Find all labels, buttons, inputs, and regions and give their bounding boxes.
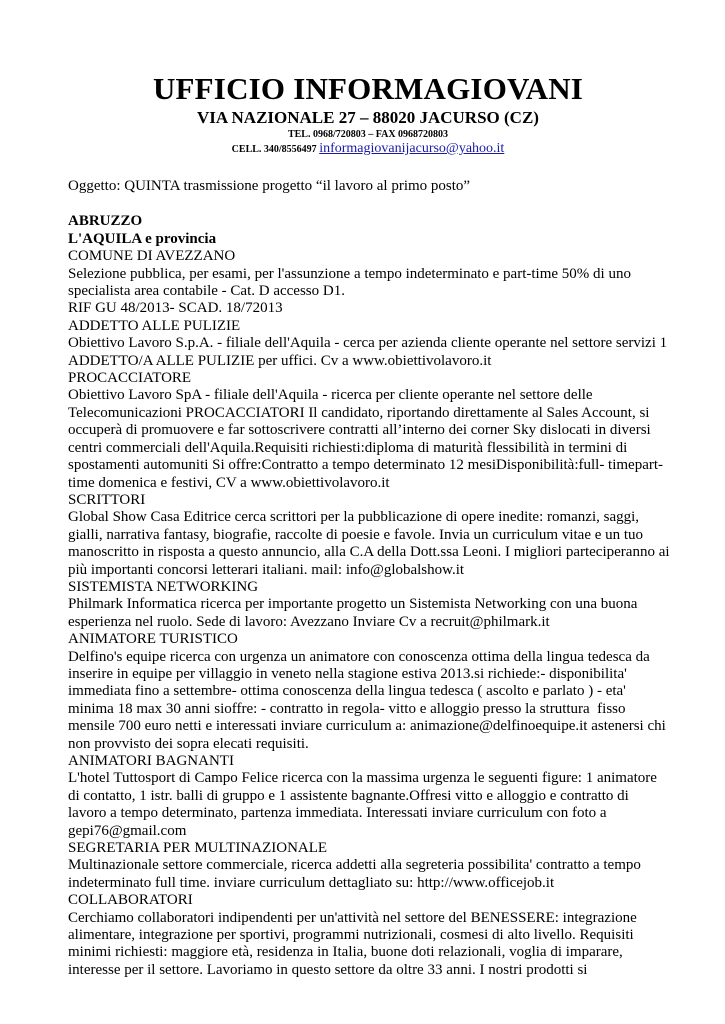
listing-text-line: gepi76@gmail.com: [68, 822, 187, 839]
listing-heading: SISTEMISTA NETWORKING: [68, 578, 259, 595]
listing-text-line: Selezione pubblica, per esami, per l'assunzione a tempo indeterminato e part-time 50% di uno: [68, 265, 631, 282]
listing-text-line: Cerchiamo collaboratori indipendenti per un'attività nel settore del BENESSERE: integrazione: [68, 909, 637, 926]
listing-heading: COLLABORATORI: [68, 892, 193, 909]
listing-text-line: alimentare, integrazione per sportivi, programmi nutrizionali, cosmesi di alto livello. Requisiti: [68, 927, 634, 944]
listing-text-line: inserire in equipe per villaggio in veneto nella stagione estiva 2013.si richiede:- disponibilita': [68, 665, 627, 682]
listing-text-line: ADDETTO/A ALLE PULIZIE per uffici. Cv a www.obiettivolavoro.it: [68, 352, 492, 369]
office-cell-email: [73, 141, 663, 157]
job-listing: [68, 753, 668, 840]
job-listing: [68, 318, 668, 370]
job-listing: [68, 492, 668, 579]
listing-text-line: mensile 700 euro netti e interessati inviare curriculum a: animazione@delfinoequipe.it astenersi chi: [68, 718, 666, 735]
listing-text-line: indeterminato full time. inviare curriculum dettagliato su: http://www.officejob.it: [68, 874, 555, 891]
office-cell: CELL. 340/8556497: [231, 144, 320, 155]
listing-text-line: più importanti concorsi letterari italiani. mail: info@globalshow.it: [68, 561, 465, 578]
region-heading: ABRUZZO: [68, 213, 143, 230]
listing-text-line: Delfino's equipe ricerca con urgenza un animatore con conoscenza ottima della lingua tedesca da: [68, 648, 650, 665]
job-listing: [68, 631, 668, 753]
listing-heading: SEGRETARIA PER MULTINAZIONALE: [68, 840, 328, 857]
subject-line: Oggetto: QUINTA trasmissione progetto “il lavoro al primo posto”: [68, 178, 471, 194]
listing-text-line: minimi richiesti: maggiore età, residenza in Italia, buone doti relazionali, voglia di imparare,: [68, 944, 623, 961]
listings-content: [68, 213, 668, 979]
email-link[interactable]: informagiovanijacurso@yahoo.it: [319, 141, 505, 156]
listing-heading: COMUNE DI AVEZZANO: [68, 248, 236, 265]
job-listing: [68, 840, 668, 892]
listing-heading: SCRITTORI: [68, 491, 146, 508]
listing-text-line: Global Show Casa Editrice cerca scrittori per la pubblicazione di opere inedite: romanzi, saggi,: [68, 509, 640, 526]
listing-heading: PROCACCIATORE: [68, 370, 192, 387]
listing-heading: ADDETTO ALLE PULIZIE: [68, 317, 241, 334]
listing-text-line: Telecomunicazioni PROCACCIATORI Il candidato, riportando direttamente al Sales Account, si: [68, 404, 650, 421]
listing-text-line: lavoro a tempo determinato, partenza immediata. Interessati inviare curriculum con foto a: [68, 805, 607, 822]
listing-text-line: esperienza nel ruolo. Sede di lavoro: Avezzano Inviare Cv a recruit@philmark.it: [68, 613, 550, 630]
listing-text-line: interesse per il settore. Lavoriamo in questo settore da oltre 33 anni. I nostri prodotti si: [68, 961, 588, 978]
office-address: VIA NAZIONALE 27 – 88020 JACURSO (CZ): [197, 108, 539, 127]
listing-text-line: Obiettivo Lavoro SpA - filiale dell'Aquila - ricerca per cliente operante nel settore delle: [68, 387, 593, 404]
office-phone-fax: TEL. 0968/720803 – FAX 0968720803: [287, 129, 449, 140]
job-listing: [68, 248, 668, 318]
listing-text-line: centri commerciali dell'Aquila.Requisiti richiesti:diploma di maturità flessibilità in termini di: [68, 439, 628, 456]
listing-text-line: Obiettivo Lavoro S.p.A. - filiale dell'Aquila - cerca per azienda cliente operante nel settore servizi 1: [68, 335, 668, 352]
listing-heading: ANIMATORE TURISTICO: [68, 631, 238, 648]
job-sections: [68, 248, 668, 979]
listing-text-line: occuperà di promuovere e far sottoscrivere contratti all’interno dei corner Sky dislocati in diversi: [68, 422, 651, 439]
letterhead: [73, 70, 663, 157]
office-title: UFFICIO INFORMAGIOVANI: [152, 71, 584, 106]
job-listing: [68, 579, 668, 631]
listing-text-line: Philmark Informatica ricerca per importante progetto un Sistemista Networking con una buona: [68, 596, 638, 613]
province-heading: L'AQUILA e provincia: [68, 230, 217, 247]
listing-text-line: minima 18 max 30 anni sioffre: - contratto in regola- vitto e alloggio presso la struttura fisso: [68, 700, 626, 717]
listing-text-line: L'hotel Tuttosport di Campo Felice ricerca con la massima urgenza le seguenti figure: 1 animatore: [68, 770, 657, 787]
document-page: [68, 70, 668, 979]
listing-text-line: immediata fino a settembre- ottima conoscenza della lingua tedesca ( ascolto e parlato ) - eta': [68, 683, 626, 700]
listing-text-line: Multinazionale settore commerciale, ricerca addetti alla segreteria possibilita' contratto a tempo: [68, 857, 641, 874]
listing-heading: ANIMATORI BAGNANTI: [68, 753, 234, 769]
listing-text-line: specialista area contabile - Cat. D accesso D1.: [68, 283, 345, 300]
listing-text-line: non provvisto dei sopra elecati requisiti.: [68, 735, 309, 752]
job-listing: [68, 892, 668, 979]
listing-text-line: spostamenti automuniti Si offre:Contratto a tempo determinato 12 mesiDisponibilità:full- timepart-: [68, 457, 664, 474]
listing-text-line: di contatto, 1 istr. balli di gruppo e 1 assistente bagnante.Offresi vitto e alloggio e contratto di: [68, 787, 629, 804]
listing-text-line: RIF GU 48/2013- SCAD. 18/72013: [68, 300, 283, 317]
listing-text-line: manoscritto in risposta a questo annuncio, alla C.A della Dott.ssa Leoni. I migliori parteciperanno ai: [68, 544, 670, 561]
listing-text-line: time domenica e festivi, CV a www.obiettivolavoro.it: [68, 474, 390, 491]
job-listing: [68, 370, 668, 492]
listing-text-line: gialli, narrativa fantasy, biografie, raccolte di poesie e favole. Invia un curriculum vitae e un tuo: [68, 526, 644, 543]
